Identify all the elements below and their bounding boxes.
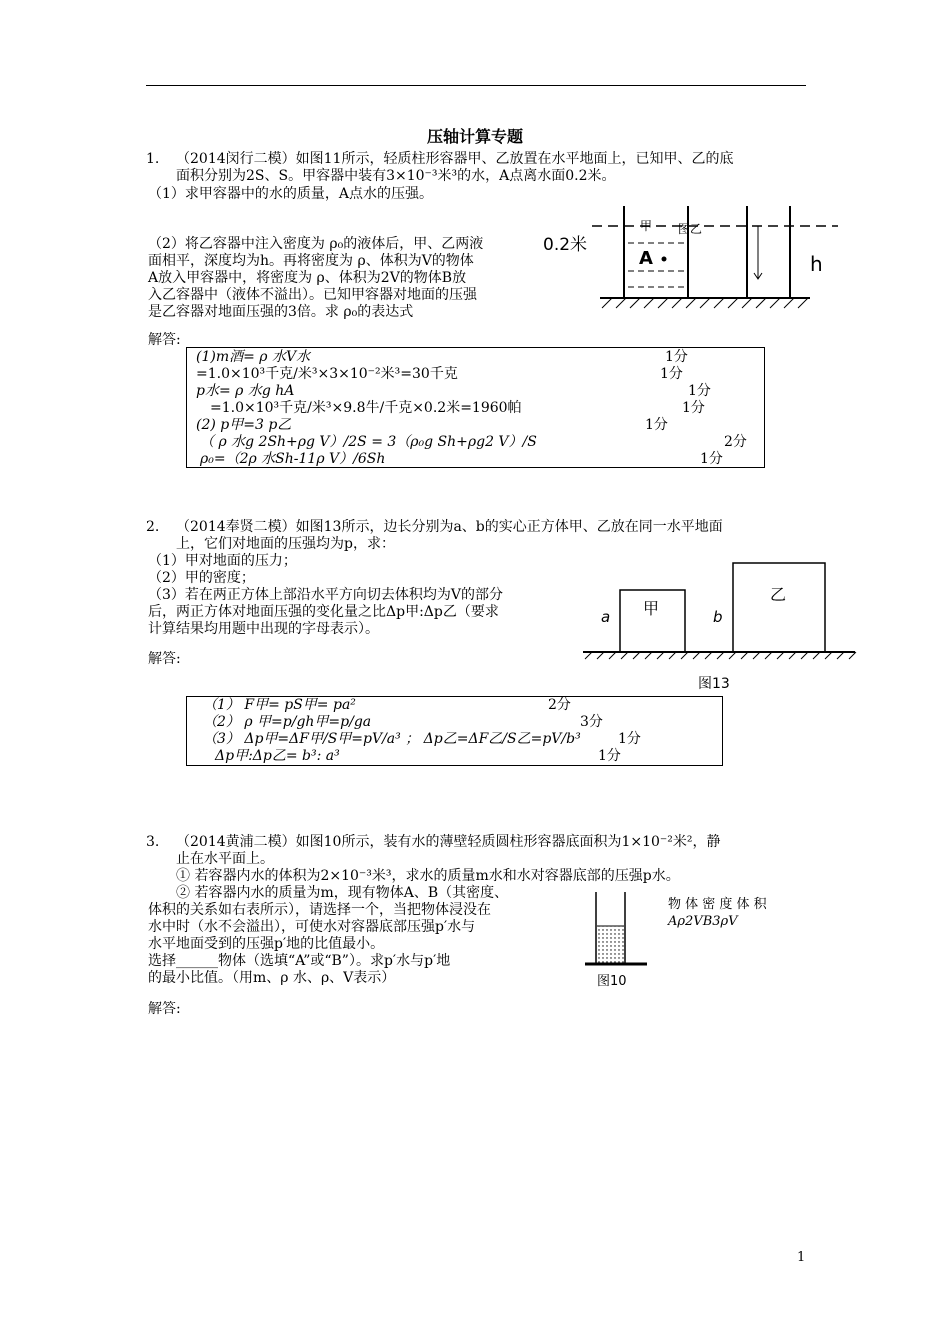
q3-line1: （2014黄浦二模）如图10所示，装有水的薄壁轻质圆柱形容器底面积为1×10⁻²米²，静	[176, 834, 721, 850]
q2-answer-score: 2分	[548, 697, 571, 713]
q3-line2: 止在水平面上。	[176, 851, 274, 867]
q1-answer-line: (1)m酒= ρ 水V水	[196, 349, 311, 365]
q3-sub2-line: 选择______物体（选填“A”或“B”）。求p′水与p′地	[148, 953, 451, 969]
q1-line3: （1）求甲容器中的水的质量，A点水的压强。	[148, 186, 434, 202]
q2-answer-score: 3分	[580, 714, 603, 730]
q3-answer-label: 解答:	[148, 1001, 181, 1017]
q3-sub2-line: 的最小比值。（用m、ρ 水、ρ、V表示）	[148, 970, 396, 986]
q2-answer-label: 解答:	[148, 651, 181, 667]
fig-label-02: 0.2米	[543, 235, 588, 255]
q1-answer-label: 解答:	[148, 332, 181, 348]
q1-line2: 面积分别为2S、S。甲容器中装有3×10⁻³米³的水，A点离水面0.2米。	[176, 168, 616, 184]
q2-sub1: （1）甲对地面的压力；	[148, 553, 297, 569]
q2-sub3-line: 计算结果均用题中出现的字母表示）。	[148, 621, 379, 637]
point-a-dot	[662, 257, 667, 262]
cube-yi	[733, 563, 825, 652]
q3-sub1: ① 若容器内水的体积为2×10⁻³米³，求水的质量m水和水对容器底部的压强p水。	[176, 868, 680, 884]
q1-number: 1.	[146, 151, 160, 167]
q1-answer-line: ρ₀=（2ρ 水Sh-11ρ V）/6Sh	[200, 451, 386, 467]
q2-answer-score: 1分	[618, 731, 641, 747]
fig-label-b: b	[713, 608, 723, 626]
q1-part2-line: A放入甲容器中，将密度为 ρ、体积为2V的物体B放	[148, 270, 467, 286]
q2-figure	[580, 555, 860, 695]
fig-caption: 图10	[597, 974, 627, 989]
q2-sub2: （2）甲的密度；	[148, 570, 255, 586]
q1-part2-line: 是乙容器对地面压强的3倍。求 ρ₀的表达式	[148, 304, 414, 320]
q1-figure	[540, 203, 840, 313]
q1-answer-score: 1分	[700, 451, 723, 467]
q1-part2-line: 面相平，深度均为h。再将密度为 ρ、体积为V的物体	[148, 253, 474, 269]
q3-table-row: Aρ2VB3ρV	[668, 914, 738, 929]
q1-part2-line: （2）将乙容器中注入密度为 ρ₀的液体后，甲、乙两液	[148, 236, 484, 252]
q2-answer-score: 1分	[598, 748, 621, 764]
q1-answer-score: 1分	[688, 383, 711, 399]
q1-answer-score: 2分	[724, 434, 747, 450]
q2-sub3-line: （3）若在两正方体上部沿水平方向切去体积均为V的部分	[148, 587, 504, 603]
fig-caption: 图13	[698, 676, 730, 692]
fig-label-yi: 乙	[770, 585, 787, 604]
q2-answer-line: （1） F甲= pS甲= pa²	[203, 697, 356, 713]
fig-label-jia: 甲	[643, 599, 660, 618]
q1-answer-score: 1分	[682, 400, 705, 416]
fig-label-a: A	[639, 248, 653, 269]
q2-answer-line: Δp甲:Δp乙= b³: a³	[215, 748, 340, 764]
q2-line2: 上，它们对地面的压强均为p，求：	[176, 536, 395, 552]
q1-answer-score: 1分	[660, 366, 683, 382]
q1-answer-line: =1.0×10³千克/米³×3×10⁻²米³=30千克	[196, 366, 458, 382]
page-number: 1	[797, 1250, 806, 1265]
q2-answer-line: （2） ρ 甲=p/gh甲=p/ga	[203, 714, 372, 730]
q1-line1: （2014闵行二模）如图11所示，轻质柱形容器甲、乙放置在水平地面上，已知甲、乙的底	[176, 151, 734, 167]
fig-label-a: a	[601, 608, 611, 626]
q3-sub2-line: 体积的关系如右表所示），请选择一个，当把物体浸没在	[148, 902, 491, 918]
q2-number: 2.	[146, 519, 160, 535]
q2-sub3-line: 后，两正方体对地面压强的变化量之比Δp甲:Δp乙（要求	[148, 604, 499, 620]
q2-answer-line: （3） Δp甲=ΔF甲/S甲=pV/a³ ； Δp乙=ΔF乙/S乙=pV/b³	[203, 731, 581, 747]
q3-sub2-line: ② 若容器内水的质量为m，现有物体A、B（其密度、	[176, 885, 509, 901]
q1-answer-line: （ ρ 水g 2Sh+ρg V）/2S = 3（ρ₀g Sh+ρg2 V）/S	[200, 434, 537, 450]
q3-sub2-line: 水中时（水不会溢出），可使水对容器底部压强p′水与	[148, 919, 476, 935]
ground-hatch	[602, 298, 808, 308]
q1-answer-line: p水= ρ 水g hA	[196, 383, 295, 399]
q3-figure	[585, 888, 655, 993]
q1-answer-line: =1.0×10³千克/米³×9.8牛/千克×0.2米=1960帕	[210, 400, 522, 416]
fig-caption: 图乙	[678, 222, 703, 236]
fig-label-h: h	[810, 252, 823, 276]
q1-part2-line: 入乙容器中（液体不溢出）。已知甲容器对地面的压强	[148, 287, 477, 303]
ground-hatch	[585, 652, 856, 659]
q3-number: 3.	[146, 834, 160, 850]
q2-line1: （2014奉贤二模）如图13所示，边长分别为a、b的实心正方体甲、乙放在同一水平地面	[176, 519, 723, 535]
q3-table-header: 物 体 密 度 体 积	[668, 897, 767, 912]
fig-label-jia: 甲	[640, 219, 653, 233]
page-title: 压轴计算专题	[426, 127, 523, 146]
water-fill	[597, 926, 624, 963]
q1-answer-score: 1分	[665, 349, 688, 365]
q3-sub2-line: 水平地面受到的压强p′地的比值最小。	[148, 936, 385, 952]
q1-answer-line: (2) p甲=3 p乙	[196, 417, 292, 433]
header-rule	[146, 85, 806, 86]
q1-answer-score: 1分	[645, 417, 668, 433]
